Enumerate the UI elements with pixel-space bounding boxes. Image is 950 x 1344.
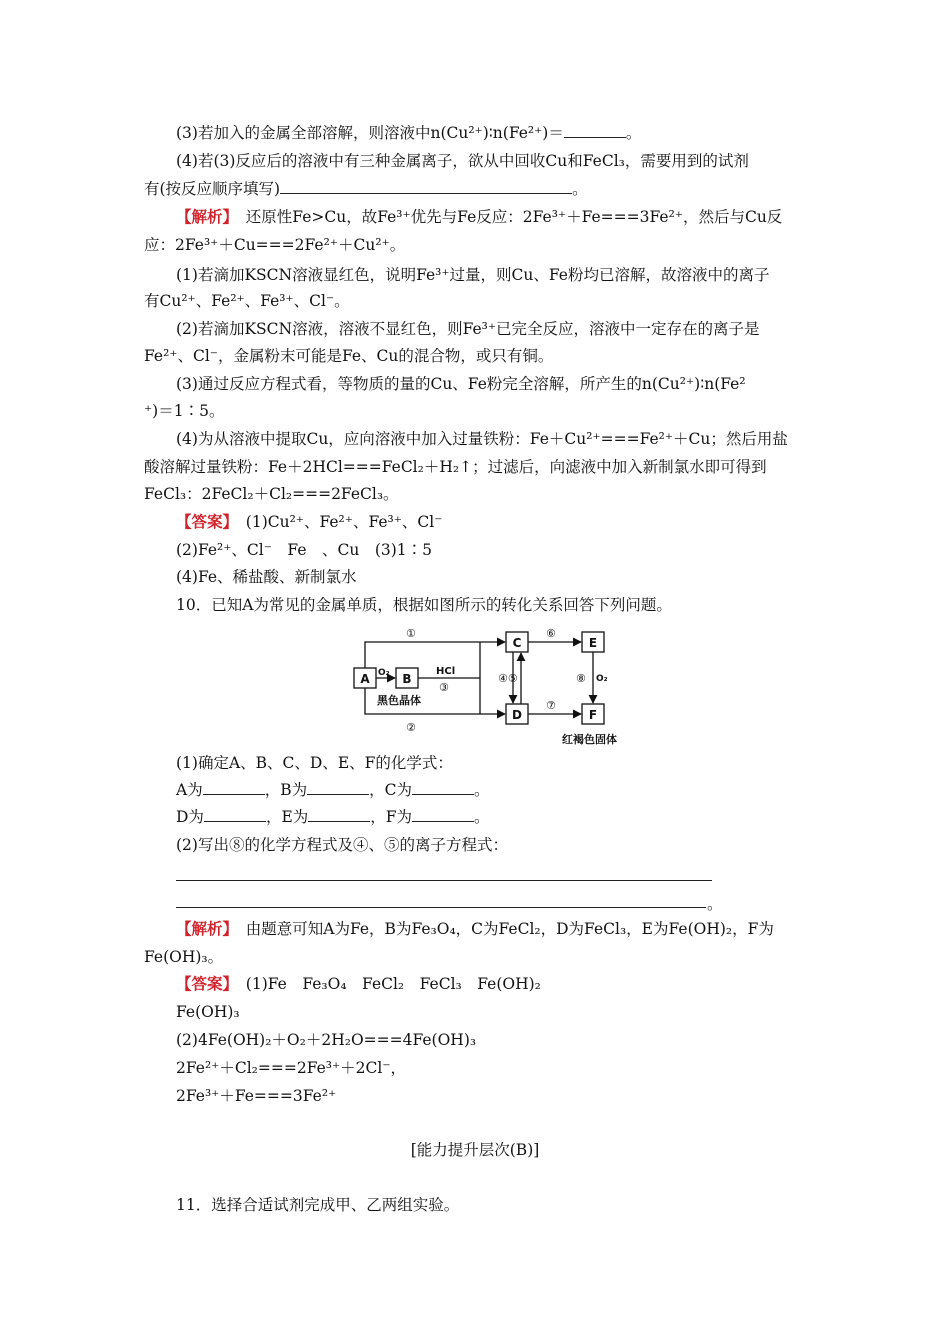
answer-rule[interactable] <box>176 880 712 881</box>
answer-line: 2Fe³⁺＋Fe===3Fe²⁺ <box>176 1087 337 1105</box>
answer-blank[interactable] <box>564 122 626 138</box>
step-8: ⑧ <box>576 672 586 685</box>
analysis-line: (2)若滴加KSCN溶液，溶液不显红色，则Fe³⁺已完全反应，溶液中一定存在的离子是 <box>176 320 760 338</box>
label-d: D <box>512 708 522 722</box>
answer-blank-e[interactable] <box>308 806 370 822</box>
q9-part4: (4)若(3)反应后的溶液中有三种金属离子，欲从中回收Cu和FeCl₃，需要用到的试剂 <box>176 152 749 170</box>
step-7: ⑦ <box>546 699 556 712</box>
analysis-line: (3)通过反应方程式看，等物质的量的Cu、Fe粉完全溶解，所产生的n(Cu²⁺)∶n(Fe² <box>176 375 746 393</box>
label-f: F <box>588 708 598 722</box>
black-crystal-label: 黑色晶体 <box>377 694 421 707</box>
step-2: ② <box>406 721 416 734</box>
answer-line: 2Fe²⁺＋Cl₂===2Fe³⁺＋2Cl⁻， <box>176 1059 407 1077</box>
analysis-line: (1)若滴加KSCN溶液显红色，说明Fe³⁺过量，则Cu、Fe粉均已溶解，故溶液中的离子 <box>176 266 770 284</box>
analysis-tag: 【解析】 <box>176 919 231 938</box>
reagent-o2: O₂ <box>378 668 390 678</box>
q10-row1: A为 ，B为 ，C为 。 <box>176 781 490 799</box>
answer-line: (2)4Fe(OH)₂＋O₂＋2H₂O===4Fe(OH)₃ <box>176 1031 477 1049</box>
red-brown-label: 红褐色固体 <box>562 733 617 746</box>
reagent-o2-2: O₂ <box>596 674 608 684</box>
analysis-line: Fe²⁺、Cl⁻，金属粉末可能是Fe、Cu的混合物，或只有铜。 <box>144 347 554 365</box>
answer-blank-a[interactable] <box>203 779 265 795</box>
answer-blank-b[interactable] <box>307 779 369 795</box>
answer-line: 【答案】 (1)Cu²⁺、Fe²⁺、Fe³⁺、Cl⁻ <box>176 512 443 531</box>
answer-line: (4)Fe、稀盐酸、新制氯水 <box>176 568 357 586</box>
analysis-line: 【解析】 由题意可知A为Fe，B为Fe₃O₄，C为FeCl₂，D为FeCl₃，E为Fe(OH)₂，F为 <box>176 919 774 938</box>
analysis-line: FeCl₃：2FeCl₂＋Cl₂===2FeCl₃。 <box>144 485 399 503</box>
step-3: ③ <box>439 681 449 694</box>
q10-stem: 10．已知A为常见的金属单质，根据如图所示的转化关系回答下列问题。 <box>176 596 672 614</box>
answer-rule[interactable] <box>176 907 706 908</box>
analysis-line: 酸溶解过量铁粉：Fe＋2HCl===FeCl₂＋H₂↑；过滤后，向滤液中加入新制氯水即可得到 <box>144 458 767 476</box>
step-6: ⑥ <box>546 627 556 640</box>
q10-row2: D为 ，E为 ，F为 。 <box>176 808 490 826</box>
analysis-line: (4)为从溶液中提取Cu，应向溶液中加入过量铁粉：Fe＋Cu²⁺===Fe²⁺＋Cu；然后用盐 <box>176 430 788 448</box>
step-1: ① <box>406 627 416 640</box>
answer-tag: 【答案】 <box>176 512 231 531</box>
section-heading: [能力提升层次(B)] <box>410 1141 540 1159</box>
label-a: A <box>360 672 370 686</box>
answer-blank-c[interactable] <box>412 779 474 795</box>
answer-blank[interactable] <box>280 178 572 194</box>
rule-end: 。 <box>707 895 723 913</box>
reagent-hcl: HCl <box>436 666 456 677</box>
analysis-line: 应：2Fe³⁺＋Cu===2Fe²⁺＋Cu²⁺。 <box>144 236 406 254</box>
q10-part2: (2)写出⑧的化学方程式及④、⑤的离子方程式： <box>176 836 508 854</box>
analysis-line: 有Cu²⁺、Fe²⁺、Fe³⁺、Cl⁻。 <box>144 292 350 310</box>
label-e: E <box>588 636 598 650</box>
analysis-line: Fe(OH)₃。 <box>144 948 224 966</box>
answer-tag: 【答案】 <box>176 974 231 993</box>
answer-blank-d[interactable] <box>204 806 266 822</box>
q9-part3: (3)若加入的金属全部溶解，则溶液中n(Cu²⁺)∶n(Fe²⁺)＝ 。 <box>176 124 642 142</box>
analysis-line: ⁺)＝1∶5。 <box>144 402 225 420</box>
analysis-tag: 【解析】 <box>176 207 231 226</box>
answer-line: (2)Fe²⁺、Cl⁻ Fe 、Cu (3)1∶5 <box>176 541 433 559</box>
q11-stem: 11．选择合适试剂完成甲、乙两组实验。 <box>176 1196 460 1214</box>
answer-line: Fe(OH)₃ <box>176 1003 240 1021</box>
step-45: ④⑤ <box>498 672 518 685</box>
q10-part1: (1)确定A、B、C、D、E、F的化学式： <box>176 754 453 772</box>
conversion-diagram <box>340 620 650 750</box>
answer-blank-f[interactable] <box>412 806 474 822</box>
answer-line: 【答案】 (1)Fe Fe₃O₄ FeCl₂ FeCl₃ Fe(OH)₂ <box>176 974 541 993</box>
label-c: C <box>512 636 522 650</box>
q9-part4-cont: 有(按反应顺序填写) 。 <box>144 180 588 198</box>
analysis-line: 【解析】 还原性Fe>Cu，故Fe³⁺优先与Fe反应：2Fe³⁺＋Fe===3Fe²⁺，然后与Cu反 <box>176 207 783 226</box>
label-b: B <box>402 672 412 686</box>
